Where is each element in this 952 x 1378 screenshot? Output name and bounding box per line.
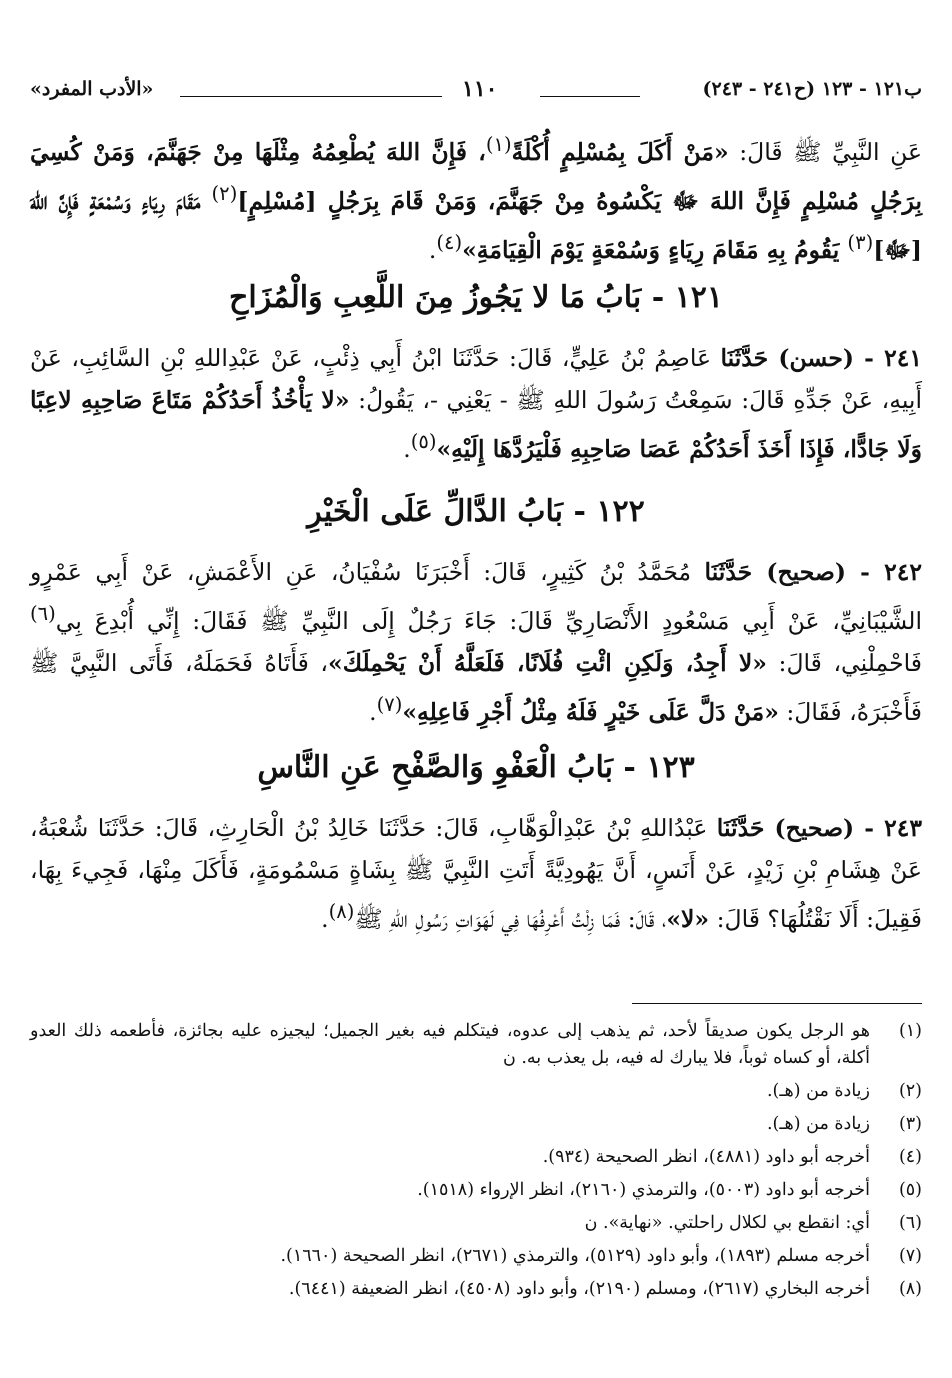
haddathana: حَدَّثَنَا bbox=[716, 814, 765, 842]
footnote-ref: (١) bbox=[485, 133, 512, 156]
footnote bbox=[30, 1111, 922, 1138]
running-header bbox=[30, 76, 922, 106]
hadith-number: ٢٤٢ - (صحيح) bbox=[752, 558, 922, 586]
isnad-text: عَبْدُاللهِ بْنُ عَبْدِالْوَهَّابِ، قَالَ: حَدَّثَنَا خَالِدُ بْنُ الْحَارِثِ، قَالَ: حَدَّثَنَا شُعْبَةُ، عَنْ هِشَامِ بْنِ زَيْدٍ، عَنْ أَنَسٍ، أَنَّ يَهُودِيَّةً أَتَتِ النَّبِيَّ ﷺ بِشَاةٍ مَسْمُومَةٍ، فَأَكَلَ مِنْهَا، فَجِيءَ بِهَا، فَقِيلَ: أَلَا نَقْتُلُهَا؟ قَالَ: bbox=[30, 814, 922, 933]
footnote-text: زيادة من (هـ). bbox=[766, 1081, 870, 1101]
hadith-242 bbox=[30, 551, 922, 733]
footnote-number: (٧) bbox=[898, 1246, 922, 1266]
hadith-continuation bbox=[30, 124, 922, 270]
footnote-number: (٥) bbox=[898, 1180, 922, 1200]
footnote-ref: (٣) bbox=[847, 230, 874, 254]
hadith-text: ، قَالَ: فَمَا زِلْتُ أَعْرِفُهَا فِي لَهَوَاتِ رَسُولِ اللهِ ﷺ bbox=[354, 904, 667, 933]
haddathana: حَدَّثَنَا bbox=[704, 558, 753, 586]
footnote bbox=[30, 1078, 922, 1105]
footnote-text: أخرجه أبو داود (٤٨٨١)، انظر الصحيحة (٩٣٤). bbox=[542, 1147, 870, 1167]
footnote-number: (٦) bbox=[898, 1213, 922, 1233]
haddathana: حَدَّثَنَا bbox=[720, 344, 769, 372]
chapter-heading: ١٢٢ - بَابُ الدَّالِّ عَلَى الْخَيْرِ bbox=[307, 494, 645, 529]
intro-text: عَنِ النَّبِيِّ ﷺ قَالَ: bbox=[728, 137, 922, 166]
footnote bbox=[30, 1210, 922, 1237]
footnote bbox=[30, 1018, 922, 1072]
isnad-text: مُحَمَّدُ بْنُ كَثِيرٍ، قَالَ: أَخْبَرَنَا سُفْيَانُ، عَنِ الأَعْمَشِ، عَنْ أَبِي عَمْرٍو الشَّيْبَانِيِّ، عَنْ أَبِي مَسْعُودٍ الأَنْصَارِيِّ قَالَ: جَاءَ رَجُلٌ إِلَى النَّبِيِّ ﷺ فَقَالَ: إِنِّي أُبْدِعَ بِي bbox=[30, 558, 922, 635]
hadith-end: . bbox=[403, 434, 411, 463]
book-title: «الأدب المفرد» bbox=[30, 78, 154, 100]
hadith-quote: «مَنْ دَلَّ عَلَى خَيْرٍ فَلَهُ مِثْلُ أَجْرِ فَاعِلِهِ» bbox=[402, 697, 779, 726]
intro-end: . bbox=[428, 235, 437, 264]
footnote-ref: (٨) bbox=[328, 900, 355, 923]
footnote-ref: (٦) bbox=[30, 602, 56, 625]
hadith-quote: «لا أَجِدُ، وَلَكِنِ ائْتِ فُلَانًا، فَلَعَلَّهُ أَنْ يَحْمِلَكَ» bbox=[328, 648, 767, 677]
hadith-end: . bbox=[369, 697, 377, 726]
footnotes bbox=[30, 1018, 922, 1309]
footnote-number: (٨) bbox=[898, 1279, 922, 1299]
footnote-ref: (٢) bbox=[211, 181, 238, 205]
header-rule-left bbox=[180, 96, 442, 97]
hadith-number: ٢٤١ - (حسن) bbox=[768, 344, 922, 372]
chapter-heading: ١٢٣ - بَابُ الْعَفْوِ وَالصَّفْحِ عَنِ النَّاسِ bbox=[257, 750, 695, 785]
header-rule-right bbox=[540, 96, 640, 97]
footnote-text: زيادة من (هـ). bbox=[766, 1114, 870, 1134]
chapter-heading: ١٢١ - بَابُ مَا لا يَجُوزُ مِنَ اللَّعِبِ وَالْمُزَاحِ bbox=[229, 280, 723, 315]
footnote bbox=[30, 1276, 922, 1303]
footnote-ref: (٥) bbox=[410, 430, 437, 453]
footnote-ref: (٤) bbox=[436, 230, 463, 254]
footnote-text: أخرجه مسلم (١٨٩٣)، وأبو داود (٥١٢٩)، والترمذي (٢٦٧١)، انظر الصحيحة (١٦٦٠). bbox=[280, 1246, 870, 1266]
footnote-text: أخرجه أبو داود (٥٠٠٣)، والترمذي (٢١٦٠)، انظر الإرواء (١٥١٨). bbox=[417, 1180, 870, 1200]
hadith-text: فَاحْمِلْنِي، قَالَ: bbox=[766, 648, 922, 677]
intro-quote: مَقَامَ رِيَاءٍ وَسُمْعَةٍ فَإِنَّ اللهَ [ﷻ] bbox=[30, 186, 922, 264]
hadith-241 bbox=[30, 337, 922, 470]
hadith-243 bbox=[30, 807, 922, 940]
footnote bbox=[30, 1177, 922, 1204]
hadith-end: . bbox=[321, 904, 329, 933]
footnote-ref: (٧) bbox=[376, 692, 403, 716]
hadith-quote: «لا» bbox=[666, 904, 710, 933]
intro-quote: يَقُومُ بِهِ مَقَامَ رِيَاءٍ وَسُمْعَةٍ يَوْمَ الْقِيَامَةِ» bbox=[462, 235, 848, 264]
footnote-number: (٤) bbox=[898, 1147, 922, 1167]
chapter-range: ب١٢١ - ١٢٣ (ح٢٤١ - ٢٤٣) bbox=[702, 78, 922, 100]
hadith-quote: «لا يَأْخُذُ أَحَدُكُمْ مَتَاعَ صَاحِبِهِ لاعِبًا وَلَا جَادًّا، فَإِذَا أَخَذَ أَحَدُكُمْ عَصَا صَاحِبِهِ فَلْيَرُدَّهَا إِلَيْهِ» bbox=[30, 386, 922, 463]
intro-quote: «مَنْ أَكَلَ بِمُسْلِمٍ أُكْلَةً bbox=[511, 137, 729, 166]
hadith-text: ، فَأَتَاهُ فَحَمَلَهُ، فَأَتَى النَّبِيَّ ﷺ فَأَخْبَرَهُ، فَقَالَ: bbox=[30, 648, 922, 726]
footnote bbox=[30, 1144, 922, 1171]
footnote-text: أخرجه البخاري (٢٦١٧)، ومسلم (٢١٩٠)، وأبو داود (٤٥٠٨)، انظر الضعيفة (٦٤٤١). bbox=[288, 1279, 870, 1299]
footnote-number: (١) bbox=[898, 1021, 922, 1041]
hadith-number: ٢٤٣ - (صحيح) bbox=[764, 814, 922, 842]
intro-quote: ، فَإِنَّ اللهَ يُطْعِمُهُ مِثْلَهَا مِنْ جَهَنَّمَ، وَمَنْ كُسِيَ بِرَجُلٍ مُسْلِمٍ فَإِنَّ اللهَ ﷻ يَكْسُوهُ مِنْ جَهَنَّمَ، وَمَنْ قَامَ بِرَجُلٍ [مُسْلِمٍ] bbox=[30, 137, 922, 215]
footnote-text: أي: انقطع بي لكلال راحلتي. «نهاية». ن bbox=[584, 1213, 870, 1233]
footnote-separator bbox=[632, 1003, 922, 1004]
isnad-text: عَاصِمُ بْنُ عَلِيٍّ، قَالَ: حَدَّثَنَا ابْنُ أَبِي ذِئْبٍ، عَنْ عَبْدِاللهِ بْنِ السَّائِبِ، عَنْ أَبِيهِ، عَنْ جَدِّهِ قَالَ: سَمِعْتُ رَسُولَ اللهِ ﷺ - يَعْنِي -، يَقُولُ: bbox=[30, 344, 923, 414]
footnote-text: هو الرجل يكون صديقاً لأحد، ثم يذهب إلى عدوه، فيتكلم فيه بغير الجميل؛ ليجيزه عليه بجائزة، فأطعمه ذلك العدو أكلة، أو كساه ثوباً، فلا يبارك له فيه، بل يعذب به. ن bbox=[30, 1021, 870, 1068]
footnote-number: (٣) bbox=[898, 1114, 922, 1134]
page-number: ١١٠ bbox=[462, 76, 498, 102]
footnote-number: (٢) bbox=[898, 1081, 922, 1101]
footnote bbox=[30, 1243, 922, 1270]
